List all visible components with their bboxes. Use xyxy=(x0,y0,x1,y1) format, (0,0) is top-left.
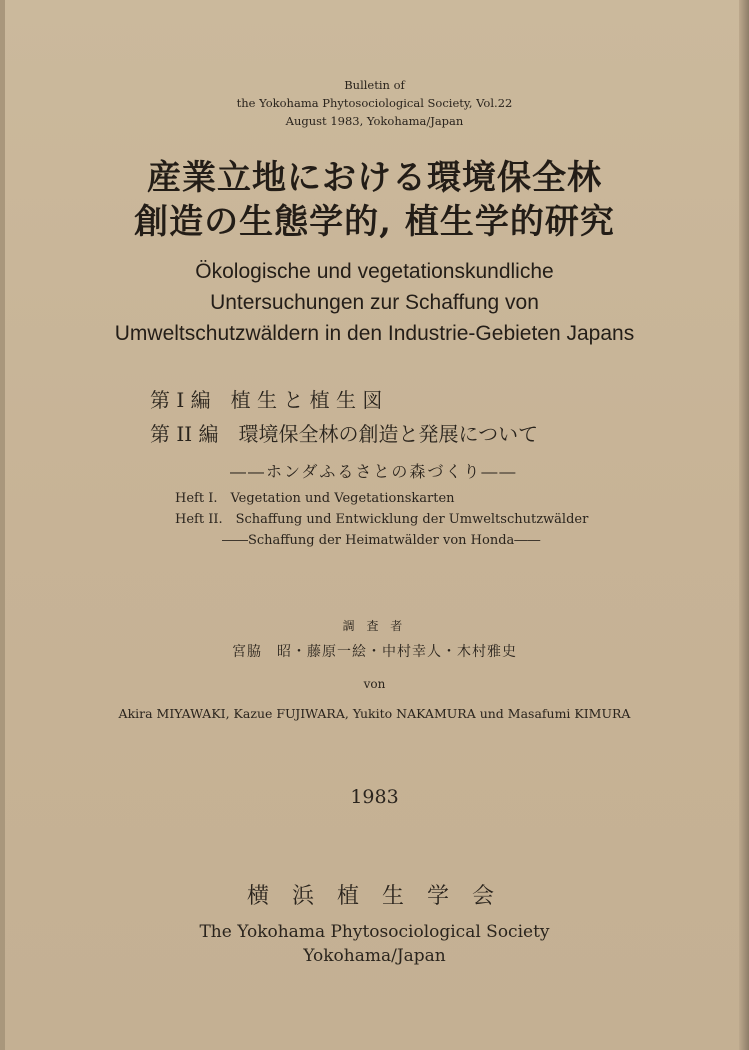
publication-year: 1983 xyxy=(350,786,399,808)
bulletin-line-2: the Yokohama Phytosociological Society, Vol.22 xyxy=(236,96,513,110)
german-title-line-2: Untersuchungen zur Schaffung von xyxy=(210,291,539,314)
publisher-block xyxy=(0,882,749,968)
bulletin-info xyxy=(0,76,749,130)
publisher-name-english: The Yokohama Phytosociological Society xyxy=(199,922,550,942)
publisher-name-japanese: 横 浜 植 生 学 会 xyxy=(247,884,502,909)
german-title-line-1: Ökologische und vegetationskundliche xyxy=(195,260,554,283)
japanese-title-line-1: 産業立地における環境保全林 xyxy=(147,158,602,198)
authors-von: von xyxy=(363,677,386,691)
german-parts-list xyxy=(175,488,588,551)
japanese-part-1: 第 I 編 植 生 と 植 生 図 xyxy=(150,388,383,412)
japanese-title-line-2: 創造の生態学的, 植生学的研究 xyxy=(134,202,615,242)
japanese-part-2: 第 II 編 環境保全林の創造と発展について xyxy=(150,422,539,446)
german-part-2: Heft II. Schaffung und Entwicklung der Umweltschutzwälder xyxy=(175,512,589,527)
german-part-1: Heft I. Vegetation und Vegetationskarten xyxy=(175,491,455,506)
japanese-parts-list xyxy=(150,383,539,481)
german-title-line-3: Umweltschutzwäldern in den Industrie-Gebieten Japans xyxy=(114,322,635,345)
authors-block xyxy=(0,614,749,726)
bulletin-line-1: Bulletin of xyxy=(344,78,405,92)
authors-names-japanese: 宮脇 昭・藤原一絵・中村幸人・木村雅史 xyxy=(232,644,517,660)
publisher-location: Yokohama/Japan xyxy=(303,946,446,966)
german-title xyxy=(0,256,749,349)
japanese-part-2-subtitle: ――ホンダふるさとの森づくり―― xyxy=(230,462,518,481)
bulletin-line-3: August 1983, Yokohama/Japan xyxy=(285,114,464,128)
authors-label: 調 査 者 xyxy=(342,619,407,633)
japanese-title xyxy=(0,156,749,244)
german-part-2-subtitle: ――Schaffung der Heimatwälder von Honda―― xyxy=(222,533,541,548)
authors-names-english: Akira MIYAWAKI, Kazue FUJIWARA, Yukito NAKAMURA und Masafumi KIMURA xyxy=(118,706,631,721)
